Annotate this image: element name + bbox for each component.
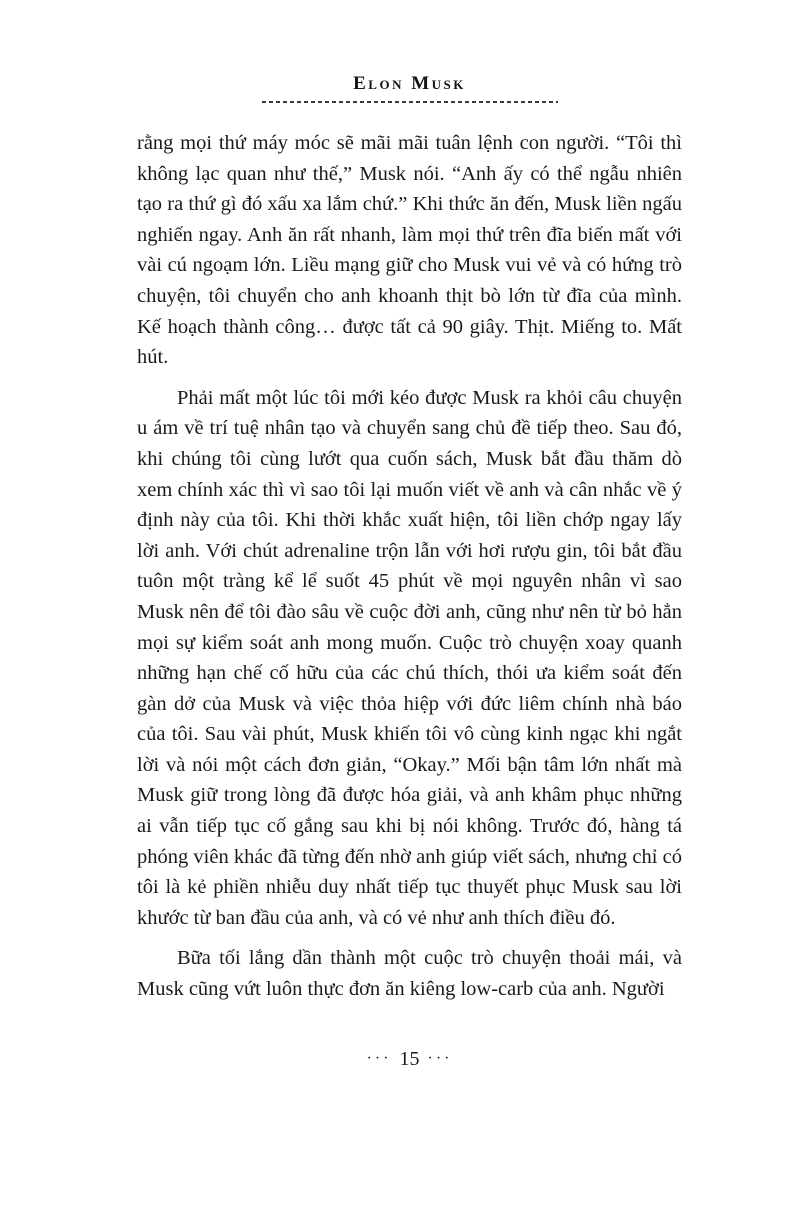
paragraph: rằng mọi thứ máy móc sẽ mãi mãi tuân lệnh con người. “Tôi thì không lạc quan như thế,” Musk nói. “Anh ấy có thể ngẫu nhiên tạo ra thứ gì đó xấu xa lắm chứ.” Khi thức ăn đến, Musk liền ngấu nghiến ngay. Anh ăn rất nhanh, làm mọi thứ trên đĩa biến mất với vài cú ngoạm lớn. Liều mạng giữ cho Musk vui vẻ và có hứng trò chuyện, tôi chuyển cho anh khoanh thịt bò lớn từ đĩa của mình. Kế hoạch thành công… được tất cả 90 giây. Thịt. Miếng to. Mất hút. (137, 132, 682, 369)
page-number: 15 (399, 1048, 420, 1070)
footer-dots-left: ··· (366, 1050, 392, 1067)
footer-dots-right: ··· (427, 1050, 453, 1067)
page-footer (137, 1048, 682, 1071)
paragraph: Bữa tối lắng dần thành một cuộc trò chuyện thoải mái, và Musk cũng vứt luôn thực đơn ăn kiêng low-carb của anh. Người (137, 947, 682, 1001)
header-divider (262, 101, 558, 103)
page-body (137, 128, 682, 1005)
running-header-title: Elon Musk (353, 73, 466, 94)
paragraph: Phải mất một lúc tôi mới kéo được Musk ra khỏi câu chuyện u ám về trí tuệ nhân tạo và chuyển sang chủ đề tiếp theo. Sau đó, khi chúng tôi cùng lướt qua cuốn sách, Musk bắt đầu thăm dò xem chính xác thì vì sao tôi lại muốn viết về anh và cân nhắc về ý định này của tôi. Khi thời khắc xuất hiện, tôi liền chớp ngay lấy lời anh. Với chút adrenaline trộn lẫn với hơi rượu gin, tôi bắt đầu tuôn một tràng kể lể suốt 45 phút về mọi nguyên nhân vì sao Musk nên để tôi đào sâu về cuộc đời anh, cũng như nên từ bỏ hẳn mọi sự kiểm soát anh mong muốn. Cuộc trò chuyện xoay quanh những hạn chế cố hữu của các chú thích, thói ưa kiểm soát đến gàn dở của Musk và việc thỏa hiệp với đức liêm chính nhà báo của tôi. Sau vài phút, Musk khiến tôi vô cùng kinh ngạc khi ngắt lời và nói một cách đơn giản, “Okay.” Mối bận tâm lớn nhất mà Musk giữ trong lòng đã được hóa giải, và anh khâm phục những ai vẫn tiếp tục cố gắng sau khi bị nói không. Trước đó, hàng tá phóng viên khác đã từng đến nhờ anh giúp viết sách, nhưng chỉ có tôi là kẻ phiền nhiễu duy nhất tiếp tục thuyết phục Musk sau lời khước từ ban đầu của anh, và có vẻ như anh thích điều đó. (137, 386, 682, 929)
page-header (137, 74, 682, 103)
